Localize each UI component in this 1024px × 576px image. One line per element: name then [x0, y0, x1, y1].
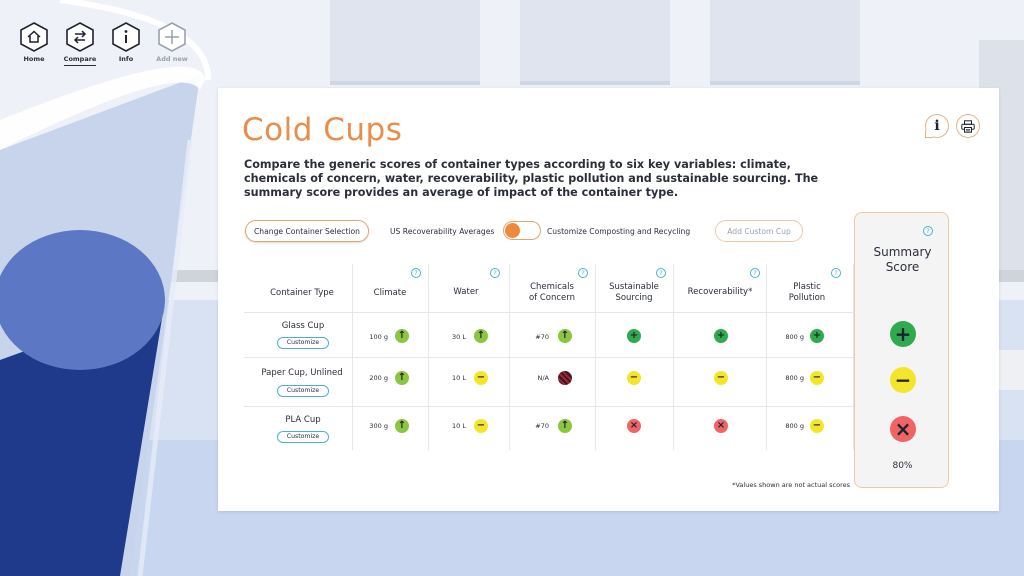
chemicals-value: #70	[535, 422, 549, 430]
summary-plus-icon: +	[890, 321, 916, 347]
up-arrow-icon: ↑	[395, 329, 409, 343]
background-cabinet	[520, 0, 670, 85]
help-sourcing-icon[interactable]: ?	[656, 268, 666, 278]
printer-icon	[961, 120, 975, 133]
row-divider	[244, 357, 944, 358]
page-title: Cold Cups	[242, 112, 403, 148]
row-name-paper-cup: Paper Cup, Unlined	[261, 368, 343, 378]
row-divider	[244, 406, 944, 407]
help-climate-icon[interactable]: ?	[411, 268, 421, 278]
up-arrow-icon: ↑	[395, 371, 409, 385]
help-chemicals-icon[interactable]: ?	[578, 268, 588, 278]
plus-icon: +	[627, 329, 641, 343]
minus-icon: −	[627, 371, 641, 385]
nav-info[interactable]	[110, 22, 142, 66]
x-icon: ×	[714, 419, 728, 433]
plus-icon: +	[810, 329, 824, 343]
minus-icon: −	[474, 371, 488, 385]
header-container-type: Container Type	[270, 288, 334, 298]
info-icon: i	[934, 118, 940, 134]
row-divider	[244, 312, 944, 313]
header-plastic-pollution	[772, 282, 842, 304]
plastic-value: 800 g	[785, 333, 804, 341]
print-button[interactable]	[956, 114, 980, 138]
water-value: 30 L	[452, 333, 466, 341]
background-cabinet	[710, 0, 860, 85]
header-water: Water	[453, 287, 479, 297]
header-chemicals-line2: of Concern	[528, 293, 576, 303]
background-cabinet	[330, 0, 480, 85]
nav-compare[interactable]	[64, 22, 96, 66]
nav-home[interactable]	[18, 22, 50, 66]
summary-title	[855, 245, 950, 275]
change-container-button[interactable]: Change Container Selection	[245, 220, 369, 242]
water-value: 10 L	[452, 374, 466, 382]
plus-icon: +	[714, 329, 728, 343]
not-applicable-icon	[558, 371, 572, 385]
header-chemicals-line1: Chemicals	[530, 282, 574, 292]
home-icon	[20, 22, 48, 52]
up-arrow-icon: ↑	[558, 419, 572, 433]
summary-x-icon: ×	[890, 416, 916, 442]
recoverability-toggle[interactable]	[503, 221, 541, 240]
nav-compare-label: Compare	[64, 55, 97, 66]
chemicals-value: N/A	[537, 374, 549, 382]
toggle-right-label: Customize Composting and Recycling	[547, 227, 691, 236]
customize-button[interactable]: Customize	[277, 431, 329, 443]
header-plastic-line1: Plastic	[793, 282, 821, 292]
header-climate: Climate	[373, 288, 407, 298]
header-sourcing-line1: Sustainable	[609, 282, 659, 292]
water-value: 10 L	[452, 422, 466, 430]
header-chemicals	[514, 282, 590, 304]
add-custom-cup-button[interactable]: Add Custom Cup	[715, 220, 803, 242]
cup-illustration	[0, 0, 240, 576]
nav-add-new-label: Add new	[156, 55, 188, 63]
toggle-left-label: US Recoverability Averages	[390, 227, 495, 236]
header-plastic-line2: Pollution	[788, 293, 826, 303]
top-nav	[18, 22, 188, 66]
minus-icon: −	[474, 419, 488, 433]
row-name-pla-cup: PLA Cup	[285, 415, 321, 425]
summary-percent: 80%	[892, 461, 913, 471]
nav-home-label: Home	[23, 55, 45, 63]
info-icon	[112, 22, 140, 52]
climate-value: 100 g	[369, 333, 388, 341]
plastic-value: 800 g	[785, 374, 804, 382]
plus-icon	[158, 22, 186, 52]
summary-minus-icon: −	[890, 367, 916, 393]
help-water-icon[interactable]: ?	[490, 268, 500, 278]
climate-value: 300 g	[369, 422, 388, 430]
page-description: Compare the generic scores of container types according to six key variables: climate, chemicals of concern, water, recoverability, plastic pollution and sustainable sourcing. The summary score provides an average of impact of the container type.	[244, 158, 819, 199]
help-recoverability-icon[interactable]: ?	[750, 268, 760, 278]
info-button[interactable]	[925, 114, 949, 138]
customize-button[interactable]: Customize	[277, 385, 329, 397]
chemicals-value: #70	[535, 333, 549, 341]
minus-icon: −	[810, 419, 824, 433]
minus-icon: −	[810, 371, 824, 385]
summary-title-line2: Score	[885, 260, 920, 274]
nav-add-new[interactable]	[156, 22, 188, 66]
help-plastic-icon[interactable]: ?	[831, 268, 841, 278]
nav-info-label: Info	[118, 55, 134, 63]
x-icon: ×	[627, 419, 641, 433]
summary-title-line1: Summary	[873, 245, 932, 259]
up-arrow-icon: ↑	[558, 329, 572, 343]
help-summary-icon[interactable]: ?	[923, 226, 933, 236]
footnote: *Values shown are not actual scores	[732, 481, 850, 489]
up-arrow-icon: ↑	[474, 329, 488, 343]
climate-value: 200 g	[369, 374, 388, 382]
minus-icon: −	[714, 371, 728, 385]
row-name-glass-cup: Glass Cup	[281, 321, 325, 331]
compare-icon	[66, 22, 94, 52]
up-arrow-icon: ↑	[395, 419, 409, 433]
summary-score-panel	[854, 212, 949, 488]
customize-button[interactable]: Customize	[277, 337, 329, 349]
header-sourcing	[599, 282, 669, 304]
toggle-knob	[505, 223, 520, 238]
plastic-value: 800 g	[785, 422, 804, 430]
header-recoverability: Recoverability*	[687, 287, 753, 297]
header-sourcing-line2: Sourcing	[615, 293, 653, 303]
comparison-card	[218, 88, 999, 511]
